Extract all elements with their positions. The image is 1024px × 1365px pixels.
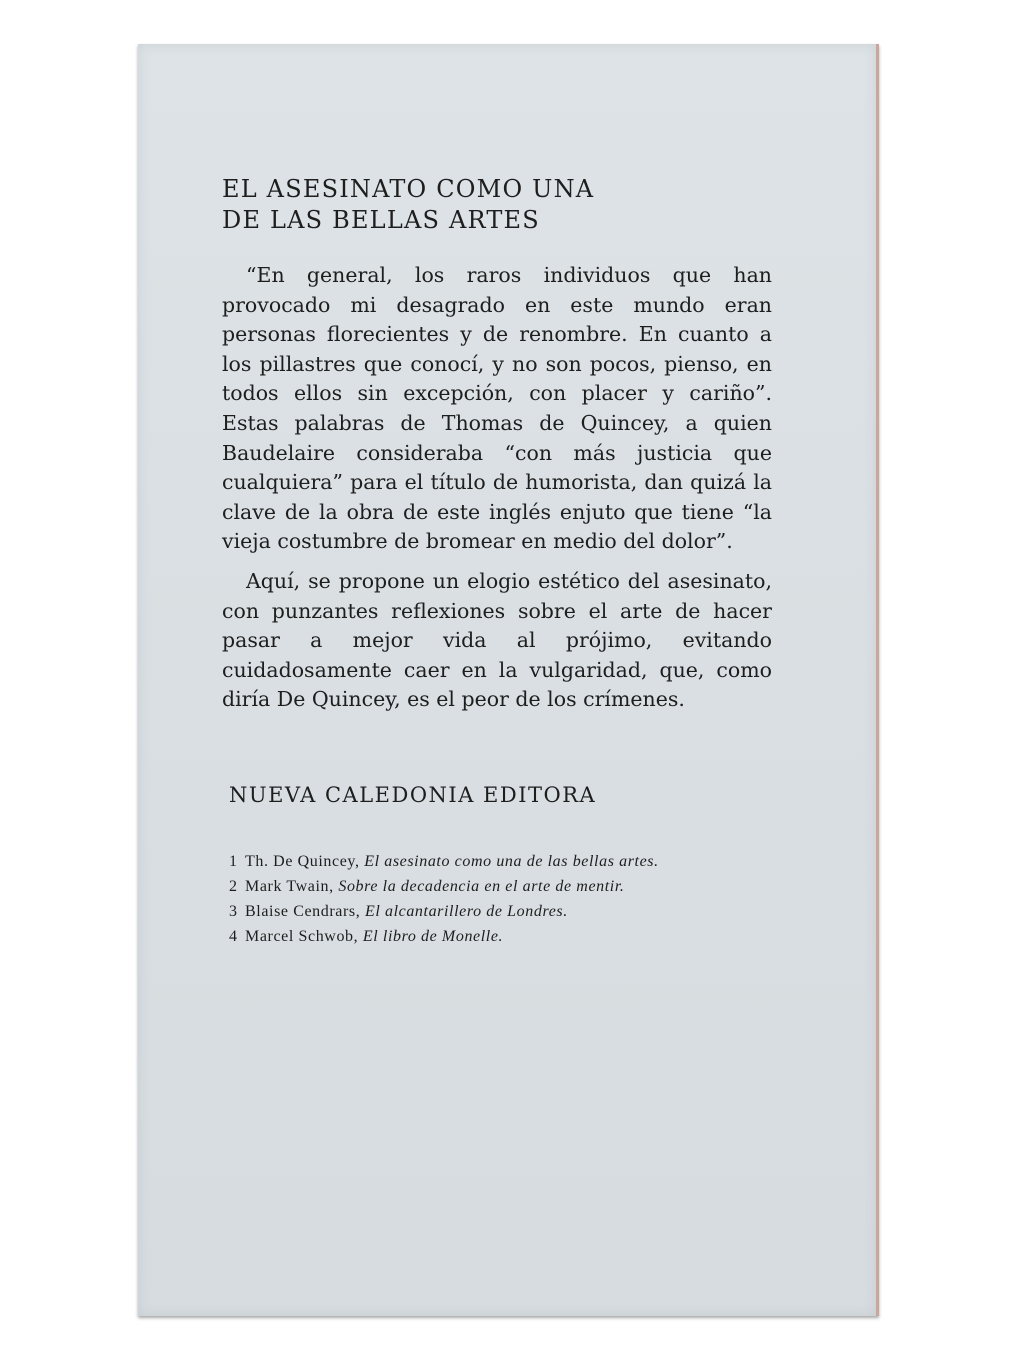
blurb-paragraph-1: “En general, los raros individuos que han provocado mi desagrado en este mundo eran personas florecientes y de renombre. En cuanto a los pillastres que conocí, y no son pocos, pienso, en todos ellos sin excepción, con placer y cariño”. Estas palabras de Thomas de Quincey, a quien Baudelaire consideraba “con más justicia que cualquiera” para el título de humorista, dan quizá la clave de la obra de este inglés enjuto que tiene “la vieja costumbre de bromear en medio del dolor”. [222,263,772,554]
book-back-cover [138,44,879,1316]
catalog-item [229,874,772,899]
blurb-paragraph-2: Aquí, se propone un elogio estético del asesinato, con punzantes reflexiones sobre el arte de hacer pasar a mejor vida al prójimo, evitando cuidadosamente caer en la vulgaridad, que, como diría De Quincey, es el peor de los crímenes. [222,568,772,712]
catalog-item-author: Mark Twain, [245,877,334,895]
catalog-item-number: 1 [229,852,238,870]
catalog-item-work: Sobre la decadencia en el arte de mentir. [338,877,625,895]
catalog-item-author: Th. De Quincey, [245,852,360,870]
back-cover-text [222,174,772,949]
book-title-line-1: EL ASESINATO COMO UNA [222,175,595,203]
book-title [222,174,772,236]
publisher-name: NUEVA CALEDONIA EDITORA [229,782,597,807]
series-catalog [222,849,772,949]
catalog-item-number: 3 [229,902,238,920]
book-title-line-2: DE LAS BELLAS ARTES [222,206,540,234]
catalog-item-work: El asesinato como una de las bellas artes. [364,852,659,870]
catalog-item [229,849,772,874]
catalog-item-author: Blaise Cendrars, [245,902,361,920]
catalog-item-author: Marcel Schwob, [245,927,359,945]
catalog-item-work: El libro de Monelle. [362,927,504,945]
catalog-item-work: El alcantarillero de Londres. [364,902,568,920]
catalog-item-number: 4 [229,927,238,945]
catalog-item-number: 2 [229,877,238,895]
catalog-item [229,899,772,924]
catalog-item [229,924,772,949]
